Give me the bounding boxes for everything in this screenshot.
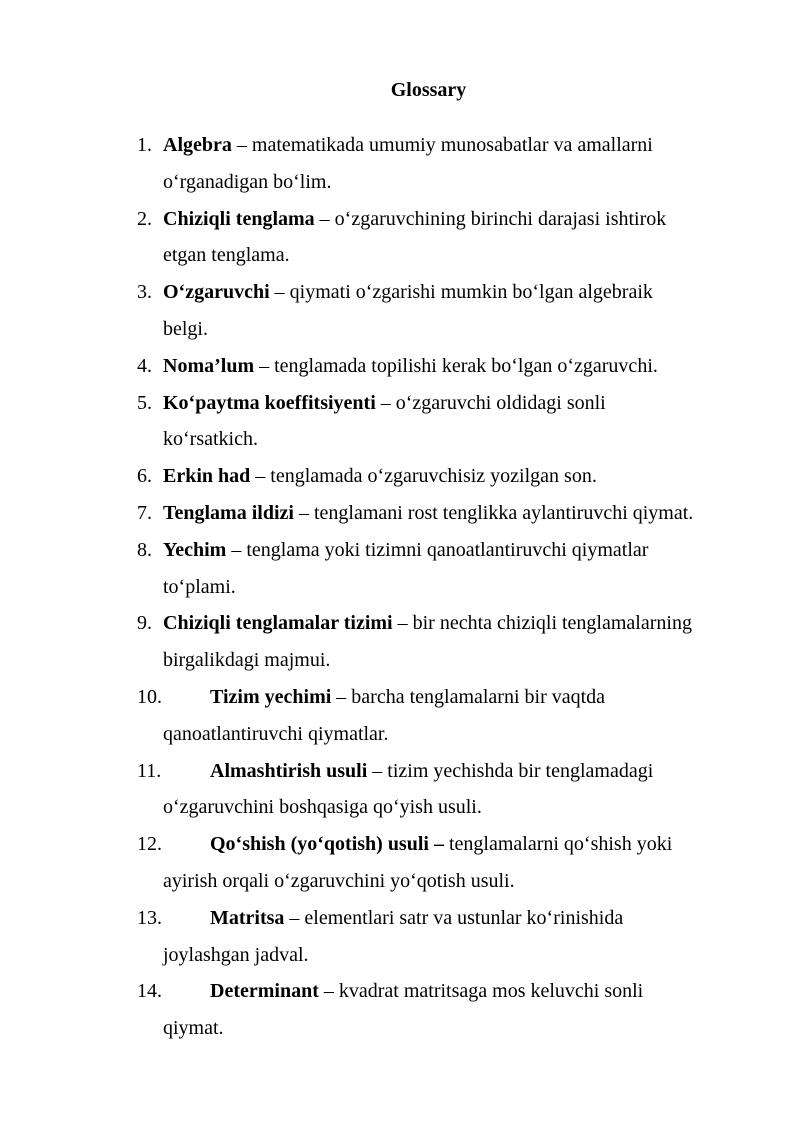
glossary-item: [0, 826, 800, 900]
glossary-definition: tenglamalarni qo‘shish yoki: [443, 833, 673, 856]
glossary-definition-continued: etgan tenglama.: [163, 244, 290, 267]
glossary-item: [0, 900, 800, 974]
glossary-item: [0, 201, 800, 275]
glossary-definition-continued: ko‘rsatkich.: [163, 428, 258, 451]
glossary-definition: – tenglamada o‘zgaruvchisiz yozilgan son.: [250, 465, 597, 488]
item-number: 14.: [137, 980, 162, 1003]
glossary-item: [0, 348, 800, 385]
glossary-definition-continued: to‘plami.: [163, 575, 236, 598]
glossary-term: Tenglama ildizi: [163, 501, 294, 524]
glossary-definition-continued: belgi.: [163, 317, 208, 340]
glossary-definition: – tenglamada topilishi kerak bo‘lgan o‘zgaruvchi.: [254, 354, 658, 377]
glossary-term: Tizim yechimi: [210, 685, 332, 708]
glossary-definition: – bir nechta chiziqli tenglamalarning: [392, 612, 692, 635]
glossary-term: Erkin had: [163, 465, 251, 488]
glossary-definition: – qiymati o‘zgarishi mumkin bo‘lgan algebraik: [269, 281, 653, 304]
glossary-item: [0, 753, 800, 827]
glossary-term: Matritsa: [210, 906, 285, 929]
item-number: 4.: [137, 354, 152, 377]
glossary-item: [0, 495, 800, 532]
glossary-item: [0, 274, 800, 348]
glossary-term: Yechim: [163, 538, 227, 561]
glossary-definition: – tenglamani rost tenglikka aylantiruvchi qiymat.: [293, 501, 694, 524]
glossary-term: Ko‘paytma koeffitsiyenti: [163, 391, 376, 414]
item-number: 1.: [137, 134, 152, 156]
glossary-definition: – matematikada umumiy munosabatlar va amallarni: [231, 134, 653, 156]
glossary-definition-continued: o‘zgaruvchini boshqasiga qo‘yish usuli.: [163, 796, 482, 819]
glossary-definition-continued: o‘rganadigan bo‘lim.: [163, 170, 332, 193]
glossary-definition: – tizim yechishda bir tenglamadagi: [367, 759, 654, 782]
glossary-definition-continued: ayirish orqali o‘zgaruvchini yo‘qotish usuli.: [163, 869, 515, 892]
item-number: 8.: [137, 538, 152, 561]
glossary-item: [0, 458, 800, 495]
item-number: 9.: [137, 612, 152, 635]
glossary-definition-continued: birgalikdagi majmui.: [163, 649, 331, 672]
glossary-item: [0, 973, 800, 1047]
glossary-definition: – kvadrat matritsaga mos keluvchi sonli: [318, 980, 644, 1003]
glossary-definition: – o‘zgaruvchining birinchi darajasi ishtirok: [314, 207, 667, 230]
glossary-item: [0, 385, 800, 459]
item-number: 3.: [137, 281, 152, 304]
item-number: 7.: [137, 501, 152, 524]
glossary-term: Qo‘shish (yo‘qotish) usuli –: [210, 833, 444, 856]
glossary-item: [0, 532, 800, 606]
glossary-definition: – elementlari satr va ustunlar ko‘rinishida: [284, 906, 624, 929]
item-number: 11.: [137, 759, 162, 782]
glossary-term: Chiziqli tenglamalar tizimi: [163, 612, 393, 635]
item-number: 13.: [137, 906, 162, 929]
glossary-term: Noma’lum: [163, 354, 255, 377]
glossary-term: Chiziqli tenglama: [163, 207, 315, 230]
glossary-definition-continued: joylashgan jadval.: [163, 943, 309, 966]
glossary-definition: – barcha tenglamalarni bir vaqtda: [331, 685, 606, 708]
glossary-definition: – tenglama yoki tizimni qanoatlantiruvchi qiymatlar: [226, 538, 649, 561]
glossary-item: [0, 127, 800, 201]
glossary-term: Determinant: [210, 980, 319, 1003]
glossary-definition-continued: qanoatlantiruvchi qiymatlar.: [163, 722, 389, 745]
item-number: 6.: [137, 465, 152, 488]
glossary-definition-continued: qiymat.: [163, 1017, 224, 1040]
item-number: 12.: [137, 833, 162, 856]
glossary-definition: – o‘zgaruvchi oldidagi sonli: [375, 391, 606, 414]
glossary-list: [0, 127, 800, 1047]
item-number: 5.: [137, 391, 152, 414]
item-number: 10.: [137, 685, 162, 708]
glossary-term: Almashtirish usuli: [210, 759, 368, 782]
page-title: Glossary: [390, 79, 467, 101]
glossary-term: O‘zgaruvchi: [163, 281, 270, 304]
glossary-item: [0, 679, 800, 753]
glossary-term: Algebra: [163, 134, 232, 156]
item-number: 2.: [137, 207, 152, 230]
glossary-item: [0, 605, 800, 679]
